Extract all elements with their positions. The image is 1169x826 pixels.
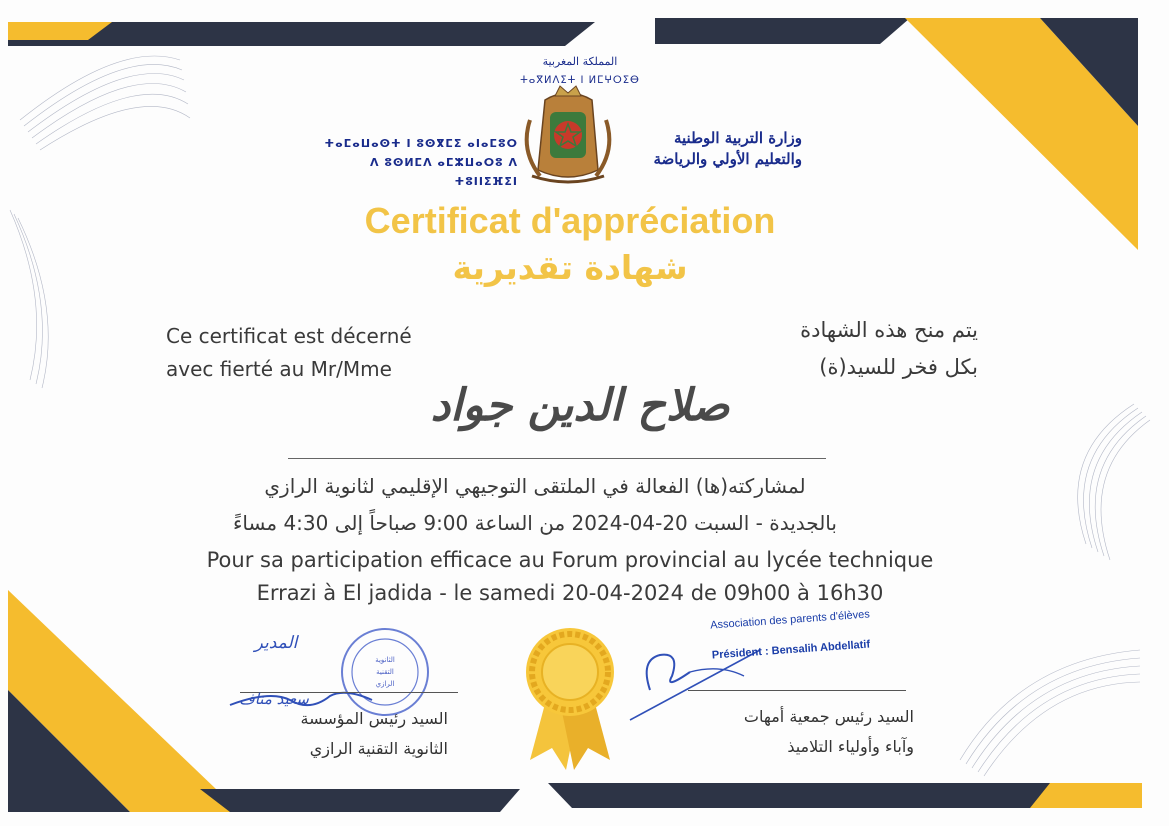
recipient-name: صلاح الدين جواد bbox=[430, 380, 730, 431]
kingdom-arabic: المملكة المغربية bbox=[542, 55, 618, 68]
director-role-line2: الثانوية التقنية الرازي bbox=[309, 739, 448, 758]
svg-text:التقنية: التقنية bbox=[376, 668, 394, 676]
body-french-line2: Errazi à El jadida - le samedi 20-04-2024 de 09h00 à 16h30 bbox=[256, 581, 884, 605]
gold-rosette-medal-icon bbox=[526, 628, 614, 770]
svg-text:الثانوية: الثانوية bbox=[375, 656, 395, 664]
intro-french-line1: Ce certificat est décerné bbox=[166, 324, 412, 348]
ministry-tifinagh-line1: ⵜⴰⵎⴰⵡⴰⵙⵜ ⵏ ⵓⵙⴳⵎⵉ ⴰⵏⴰⵎⵓⵔ bbox=[324, 137, 518, 150]
top-right-navy-band bbox=[655, 18, 910, 44]
bottom-left-navy-band bbox=[200, 789, 520, 812]
association-role-line1: السيد رئيس جمعية أمهات bbox=[743, 707, 914, 726]
body-arabic-line2: بالجديدة - السبت 20-04-2024 من الساعة 9:00 صباحاً إلى 4:30 مساءً bbox=[233, 511, 837, 535]
school-stamp-icon bbox=[342, 629, 428, 715]
kingdom-tifinagh: ⵜⴰⴳⵍⴷⵉⵜ ⵏ ⵍⵎⵖⵔⵉⴱ bbox=[520, 75, 640, 86]
association-role bbox=[660, 702, 914, 762]
ministry-arabic-line1: وزارة التربية الوطنية bbox=[673, 129, 802, 147]
body-french-line1: Pour sa participation efficace au Forum provincial au lycée technique bbox=[206, 548, 934, 572]
certificate-title-arabic: شهادة تقديرية bbox=[452, 248, 688, 287]
director-role bbox=[228, 704, 448, 764]
director-caption: المدير bbox=[254, 633, 298, 653]
intro-arabic-line2: بكل فخر للسيد(ة) bbox=[819, 355, 978, 379]
association-stamp-line1: Association des parents d'élèves bbox=[709, 608, 871, 632]
recipient-underline bbox=[288, 458, 826, 459]
association-role-line2: وآباء وأولياء التلاميذ bbox=[787, 737, 914, 756]
ministry-tifinagh-line2: ⴷ ⵓⵙⵍⵎⴷ ⴰⵎⵣⵡⴰⵔⵓ ⴷ ⵜⵓⵏⵏⵉⴼⵉⵏ bbox=[370, 156, 518, 188]
certificate-title-french: Certificat d'appréciation bbox=[364, 200, 776, 241]
association-stamp-line2: Président : Bensalih Abdellatif bbox=[711, 638, 871, 662]
ministry-tifinagh bbox=[318, 134, 518, 191]
ministry-arabic bbox=[612, 128, 802, 170]
director-signed-name: سعيد مناف bbox=[239, 690, 309, 708]
intro-french-line2: avec fierté au Mr/Mme bbox=[166, 357, 392, 381]
body-arabic-line1: لمشاركته(ها) الفعالة في الملتقى التوجيهي الإقليمي لثانوية الرازي bbox=[264, 474, 806, 498]
intro-arabic-line1: يتم منح هذه الشهادة bbox=[800, 318, 978, 342]
intro-arabic bbox=[640, 312, 978, 386]
svg-text:الرازي: الرازي bbox=[375, 680, 395, 688]
intro-french bbox=[166, 320, 526, 386]
director-role-line1: السيد رئيس المؤسسة bbox=[300, 709, 448, 728]
body-french bbox=[110, 544, 1030, 610]
ministry-arabic-line2: والتعليم الأولي والرياضة bbox=[653, 150, 802, 168]
body-arabic bbox=[130, 468, 940, 542]
moroccan-coat-of-arms-icon bbox=[527, 86, 610, 182]
right-signature-line bbox=[688, 690, 906, 691]
